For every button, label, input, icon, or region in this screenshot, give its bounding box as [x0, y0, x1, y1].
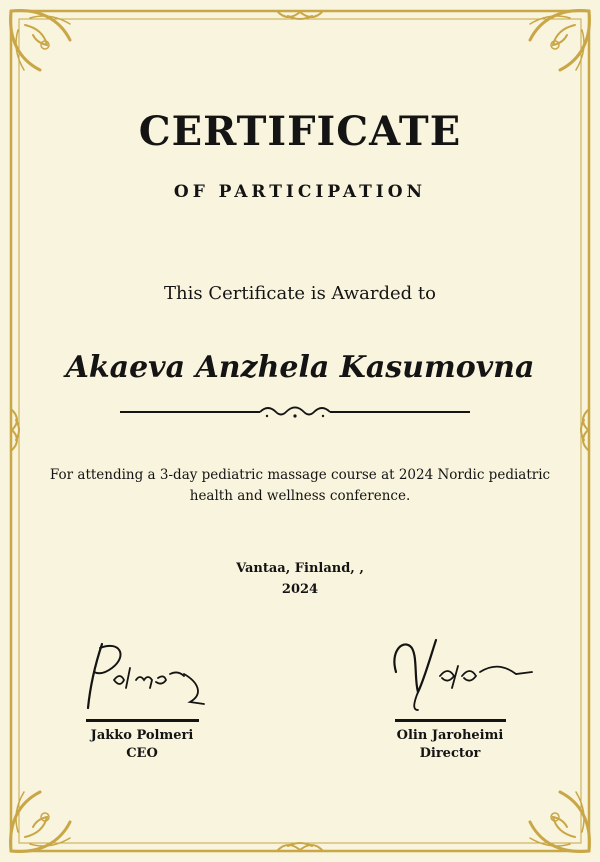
- recipient-name: Akaeva Anzhela Kasumovna: [65, 350, 535, 385]
- edge-ornament-right: [581, 410, 588, 450]
- certificate-description: For attending a 3-day pediatric massage course at 2024 Nordic pediatric health and wellness conference.: [49, 467, 551, 504]
- signature-right: [388, 632, 538, 712]
- signature-left: [80, 638, 210, 712]
- place-and-date: [0, 558, 600, 600]
- edge-ornament-left: [12, 410, 19, 450]
- edge-ornament-bottom: [278, 843, 322, 850]
- scroll-divider-icon: [115, 402, 475, 422]
- signatory-role: Director: [419, 746, 481, 761]
- signatory-left: [62, 727, 222, 763]
- signature-line-left: [86, 719, 199, 722]
- certificate-title: CERTIFICATE: [138, 108, 462, 155]
- awarded-text: This Certificate is Awarded to: [164, 283, 436, 304]
- signatory-role: CEO: [126, 746, 158, 761]
- signatory-right: [370, 727, 530, 763]
- signature-line-right: [395, 719, 506, 722]
- signatory-name: Jakko Polmeri: [90, 728, 194, 743]
- signatory-name: Olin Jaroheimi: [396, 728, 504, 743]
- edge-ornament-top: [278, 12, 322, 19]
- year-text: 2024: [281, 582, 319, 597]
- place-text: Vantaa, Finland, ,: [236, 561, 364, 576]
- certificate-subtitle: OF PARTICIPATION: [173, 182, 427, 202]
